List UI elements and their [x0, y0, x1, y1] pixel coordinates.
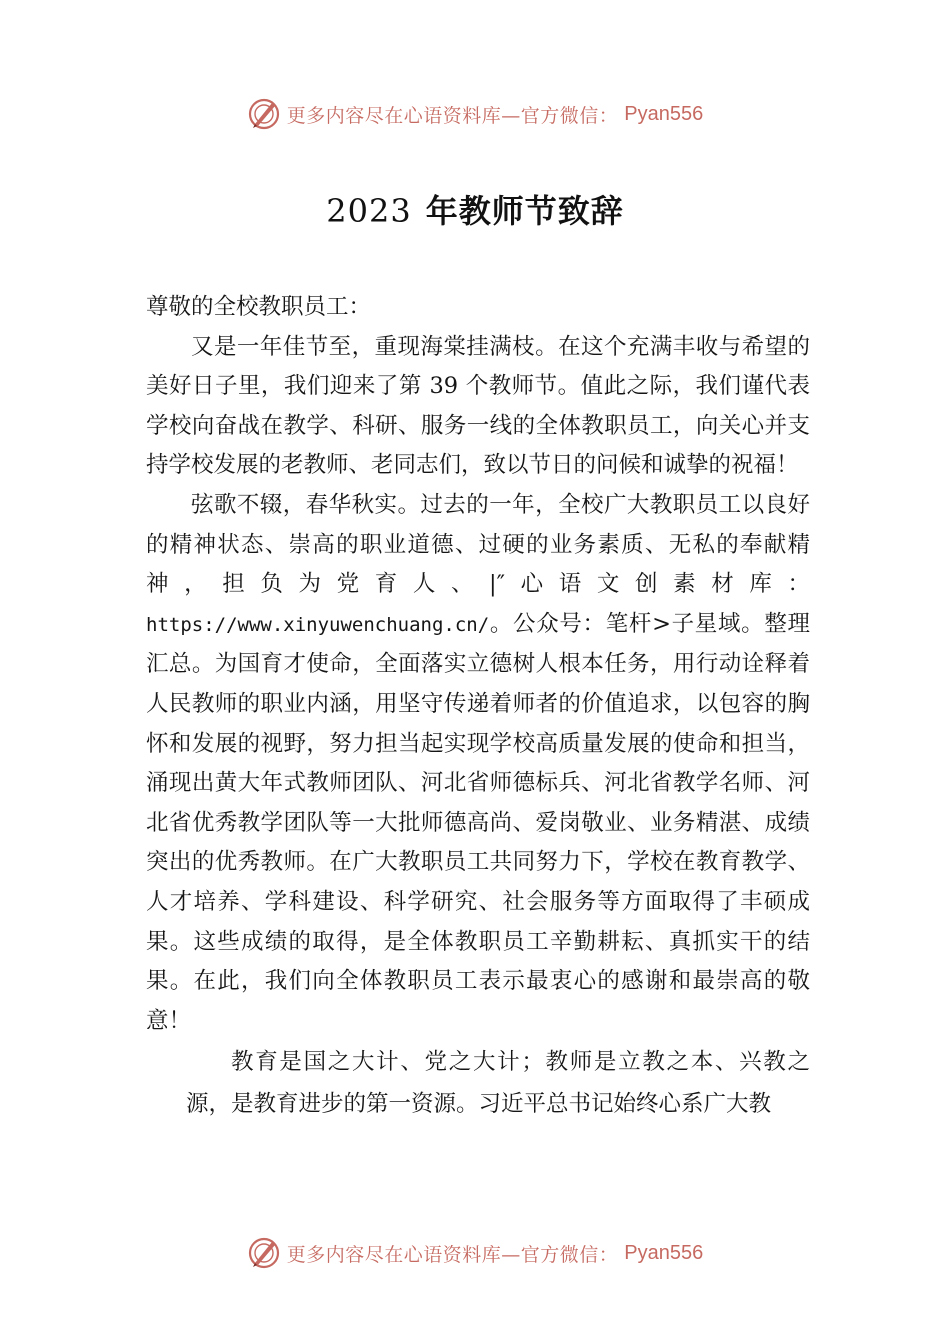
banner-wechat-id: Pyan556 — [624, 102, 704, 125]
banner-text: 更多内容尽在心语资料库—官方微信： — [286, 104, 619, 127]
title-year: 2023 — [326, 192, 412, 230]
title-text: 年教师节致辞 — [425, 192, 624, 230]
salutation: 尊敬的全校教职员工： — [146, 294, 372, 320]
paragraph-2-url: https://www.xinyuwenchuang.cn/ — [146, 613, 490, 636]
document-body — [146, 288, 810, 1125]
quill-pen-logo-icon — [247, 1236, 281, 1270]
quill-pen-logo-icon — [247, 97, 281, 131]
paragraph-1: 又是一年佳节至，重现海棠挂满枝。在这个充满丰收与希望的美好日子里，我们迎来了第 39 个教师节。值此之际，我们谨代表学校向奋战在教学、科研、服务一线的全体教职员工，向关心并支持学校发展的老教师、老同志们，致以节日的问候和诚挚的祝福！ — [146, 333, 810, 479]
header-watermark-banner — [0, 94, 950, 134]
paragraph-2-part-a: 弦歌不辍，春华秋实。过去的一年，全校广大教职员工以良好的精神状态、崇高的职业道德、过硬的业务素质、无私的奉献精神，担负为党育人、|″心语文创素材库： — [146, 491, 810, 598]
paragraph-2 — [146, 486, 810, 1041]
banner-text: 更多内容尽在心语资料库—官方微信： — [286, 1243, 619, 1266]
banner-wechat-id: Pyan556 — [624, 1241, 704, 1264]
footer-watermark-banner — [0, 1233, 950, 1273]
document-title — [0, 186, 950, 232]
paragraph-3: 教育是国之大计、党之大计；教师是立教之本、兴教之源，是教育进步的第一资源。习近平总书记始终心系广大教 — [186, 1049, 810, 1118]
paragraph-2-part-b: 。公众号：笔杆>子星域。整理汇总。为国育才使命，全面落实立德树人根本任务，用行动诠释着人民教师的职业内涵，用坚守传递着师者的价值追求，以包容的胸怀和发展的视野，努力担当起实现学校高质量发展的使命和担当，涌现出黄大年式教师团队、河北省师德标兵、河北省教学名师、河北省优秀教学团队等一大批师德高尚、爱岗敬业、业务精湛、成绩突出的优秀教师。在广大教职员工共同努力下，学校在教育教学、人才培养、学科建设、科学研究、社会服务等方面取得了丰硕成果。这些成绩的取得，是全体教职员工辛勤耕耘、真抓实干的结果。在此，我们向全体教职员工表示最衷心的感谢和最崇高的敬意！ — [146, 610, 810, 1034]
